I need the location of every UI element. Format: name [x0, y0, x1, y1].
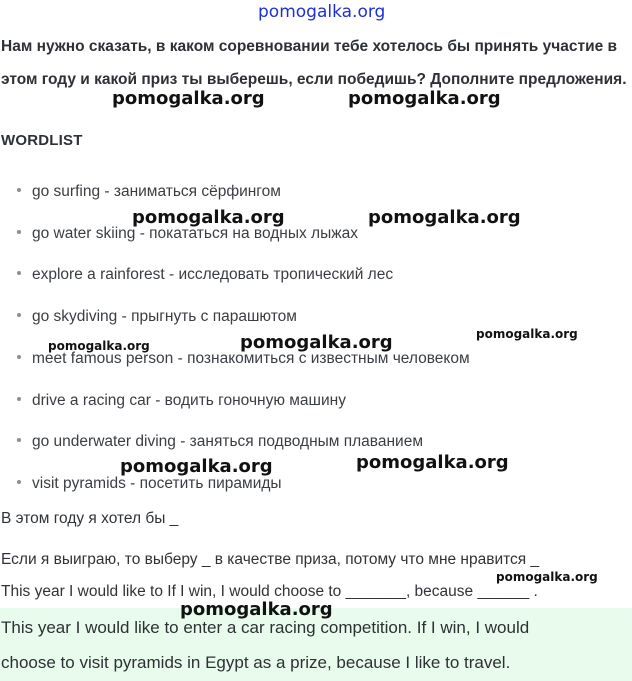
- bullet-icon: [17, 230, 21, 234]
- task-intro: Нам нужно сказать, в каком соревновании тебе хотелось бы принять участие в этом году и какой приз ты выберешь, если победишь? Дополните предложения.: [1, 38, 627, 88]
- prompt-ru-2: Если я выиграю, то выберу _ в качестве приза, потому что мне нравится _: [1, 551, 540, 568]
- watermark: pomogalka.org: [132, 207, 285, 228]
- answer-line-2: choose to visit pyramids in Egypt as a prize, because I like to travel.: [1, 653, 511, 672]
- watermark: pomogalka.org: [368, 207, 521, 228]
- list-item: drive a racing car - водить гоночную машину: [17, 392, 346, 410]
- bullet-icon: [17, 188, 21, 192]
- bullet-icon: [17, 271, 21, 275]
- bullet-icon: [17, 397, 21, 401]
- bullet-icon: [17, 313, 21, 317]
- watermark-top-link[interactable]: pomogalka.org: [258, 2, 386, 22]
- prompt-ru-1: В этом году я хотел бы _: [1, 510, 179, 527]
- watermark: pomogalka.org: [48, 339, 150, 353]
- prompt-en: This year I would like to If I win, I would choose to _______, because ______ .: [1, 583, 538, 600]
- watermark: pomogalka.org: [112, 88, 265, 109]
- bullet-icon: [17, 480, 21, 484]
- watermark: pomogalka.org: [180, 599, 333, 620]
- watermark: pomogalka.org: [496, 570, 598, 584]
- watermark: pomogalka.org: [120, 456, 273, 477]
- list-item: visit pyramids - посетить пирамиды: [17, 475, 282, 493]
- list-item: meet famous person - познакомиться с известным человеком: [17, 350, 470, 368]
- watermark: pomogalka.org: [240, 332, 393, 353]
- list-item: go underwater diving - заняться подводным плаванием: [17, 433, 423, 451]
- list-item: go skydiving - прыгнуть с парашютом: [17, 308, 297, 326]
- watermark: pomogalka.org: [476, 327, 578, 341]
- list-item: go surfing - заниматься сёрфингом: [17, 183, 281, 201]
- watermark: pomogalka.org: [356, 452, 509, 473]
- wordlist-title: WORDLIST: [1, 132, 83, 149]
- list-item: go water skiing - покататься на водных лыжах: [17, 225, 358, 243]
- bullet-icon: [17, 438, 21, 442]
- list-item: explore a rainforest - исследовать тропический лес: [17, 266, 393, 284]
- bullet-icon: [17, 355, 21, 359]
- watermark: pomogalka.org: [348, 88, 501, 109]
- answer-line-1: This year I would like to enter a car racing competition. If I win, I would: [1, 618, 530, 637]
